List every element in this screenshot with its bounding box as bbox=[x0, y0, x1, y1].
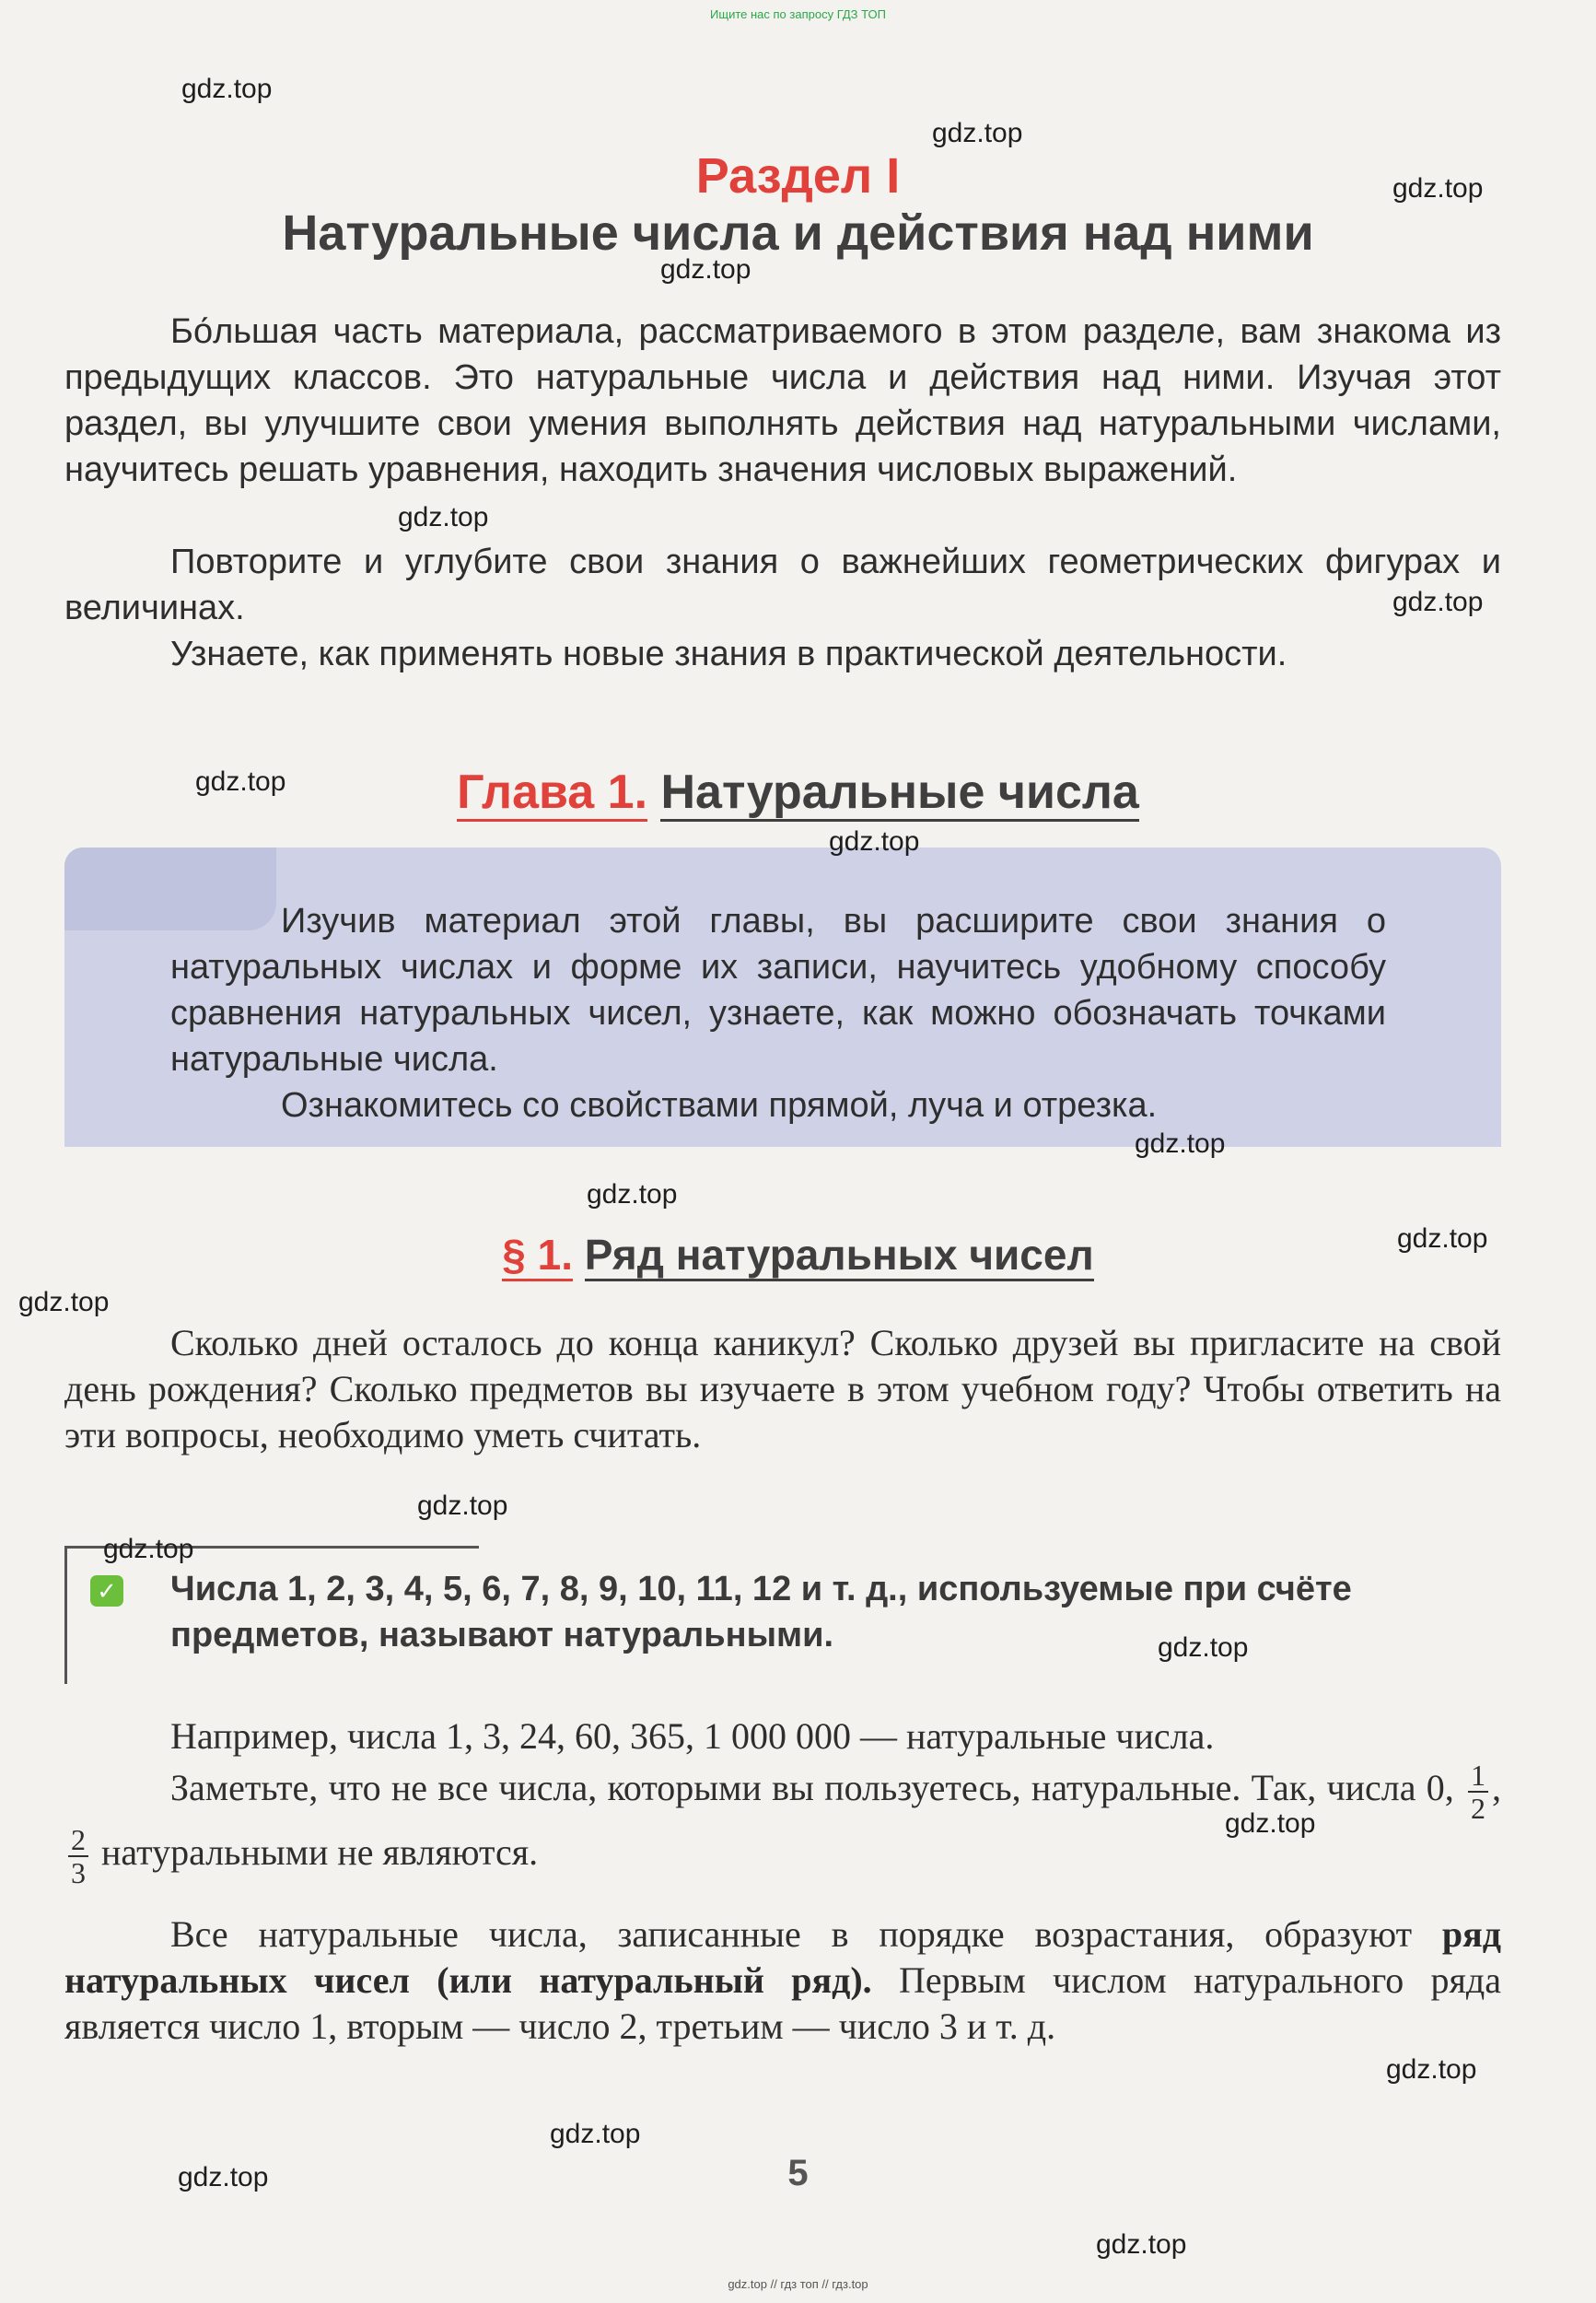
section-title: Натуральные числа и действия над ними bbox=[282, 205, 1314, 261]
header-note: Ищите нас по запросу ГДЗ ТОП bbox=[710, 7, 886, 21]
watermark: gdz.top bbox=[1096, 2229, 1187, 2260]
body-text-2: Например, числа 1, 3, 24, 60, 365, 1 000 000 — натуральные числа. bbox=[170, 1715, 1215, 1757]
body-text-3-start: Заметьте, что не все числа, которыми вы пользуетесь, натуральные. Так, числа 0, bbox=[170, 1767, 1454, 1809]
watermark: gdz.top bbox=[195, 766, 286, 797]
page-number: 5 bbox=[787, 2153, 809, 2193]
intro-paragraph-3 bbox=[64, 631, 1501, 677]
watermark: gdz.top bbox=[398, 502, 489, 532]
watermark: gdz.top bbox=[181, 74, 273, 104]
body-paragraph-1 bbox=[64, 1320, 1501, 1458]
fraction-two-thirds bbox=[68, 1824, 88, 1888]
paragraph-number: § 1. bbox=[502, 1231, 573, 1281]
paragraph-title: Ряд натуральных чисел bbox=[585, 1231, 1094, 1281]
watermark: gdz.top bbox=[1397, 1223, 1488, 1254]
intro-paragraph-2 bbox=[64, 539, 1501, 631]
body-text-4-start: Все натуральные числа, записанные в порядке возрастания, образуют bbox=[170, 1913, 1413, 1955]
intro-text-3: Узнаете, как применять новые знания в практической деятельности. bbox=[170, 635, 1287, 673]
paragraph-heading bbox=[0, 1230, 1596, 1280]
intro-text-2: Повторите и углубите свои знания о важнейших геометрических фигурах и величинах. bbox=[64, 543, 1501, 627]
watermark: gdz.top bbox=[18, 1287, 110, 1317]
term-natural-series: ряд натуральных чисел (или натуральный ряд). bbox=[64, 1913, 1502, 2001]
fraction-1-numerator: 1 bbox=[1468, 1759, 1488, 1793]
watermark: gdz.top bbox=[1386, 2054, 1477, 2085]
fraction-one-half bbox=[1468, 1759, 1488, 1824]
watermark: gdz.top bbox=[1392, 587, 1484, 617]
fraction-1-denominator: 2 bbox=[1471, 1792, 1485, 1825]
chapter-number: Глава 1. bbox=[457, 766, 647, 822]
watermark: gdz.top bbox=[660, 254, 751, 285]
body-paragraph-2 bbox=[64, 1713, 1501, 1759]
chapter-intro-paragraph-2 bbox=[170, 1082, 1386, 1128]
chapter-title: Натуральные числа bbox=[660, 766, 1138, 822]
section-label: Раздел I bbox=[695, 148, 901, 204]
intro-text-1: Бо́льшая часть материала, рассматриваемого в этом разделе, вам знакома из предыдущих классов. Это натуральные числа и действия над ними. Изучая этот раздел, вы улучшите свои умения выполнять действия над натуральными числами, научитесь решать уравнения, находить значения числовых выражений. bbox=[64, 312, 1501, 489]
definition-text: Числа 1, 2, 3, 4, 5, 6, 7, 8, 9, 10, 11, 12 и т. д., используемые при счёте предметов, называют натуральными. bbox=[170, 1570, 1352, 1654]
watermark: gdz.top bbox=[1225, 1808, 1316, 1839]
body-paragraph-4 bbox=[64, 1911, 1501, 2050]
chapter-intro-text-2: Ознакомитесь со свойствами прямой, луча и отрезка. bbox=[281, 1086, 1158, 1125]
body-text-1: Сколько дней осталось до конца каникул? Сколько друзей вы пригласите на свой день рождения? Сколько предметов вы изучаете в этом учебном году? Чтобы ответить на эти вопросы, необходимо уметь считать. bbox=[64, 1322, 1501, 1455]
watermark: gdz.top bbox=[1158, 1632, 1249, 1663]
watermark: gdz.top bbox=[932, 118, 1023, 148]
intro-paragraph-1 bbox=[64, 309, 1501, 493]
watermark: gdz.top bbox=[1392, 173, 1484, 204]
watermark: gdz.top bbox=[829, 826, 920, 857]
body-text-3-end: натуральными не являются. bbox=[101, 1831, 539, 1874]
definition-check-icon: ✓ bbox=[90, 1575, 123, 1607]
fraction-2-denominator: 3 bbox=[71, 1856, 86, 1889]
watermark: gdz.top bbox=[103, 1534, 194, 1564]
body-text-4-end: Первым числом натурального ряда является число 1, вторым — число 2, третьим — число 3 и т. д. bbox=[64, 1959, 1501, 2047]
fraction-2-numerator: 2 bbox=[68, 1824, 88, 1857]
watermark: gdz.top bbox=[417, 1491, 508, 1521]
chapter-intro-text-1: Изучив материал этой главы, вы расширите свои знания о натуральных числах и форме их записи, научитесь удобному способу сравнения натуральных чисел, узнаете, как можно обозначать точками натуральные числа. bbox=[170, 902, 1386, 1079]
watermark: gdz.top bbox=[550, 2119, 641, 2149]
chapter-intro-paragraph-1 bbox=[170, 898, 1386, 1082]
body-paragraph-3: Заметьте, что не все числа, которыми вы пользуетесь, натуральные. Так, числа 0, $\frac{1}{2}$ , $\frac{2}{3}$ натуральными не являются. bbox=[64, 1759, 1501, 1888]
definition-bar bbox=[64, 1546, 67, 1684]
watermark: gdz.top bbox=[1135, 1128, 1226, 1159]
footer-note: gdz.top // гдз топ // гдз.top bbox=[728, 2277, 868, 2291]
watermark: gdz.top bbox=[178, 2162, 269, 2192]
watermark: gdz.top bbox=[587, 1179, 678, 1210]
